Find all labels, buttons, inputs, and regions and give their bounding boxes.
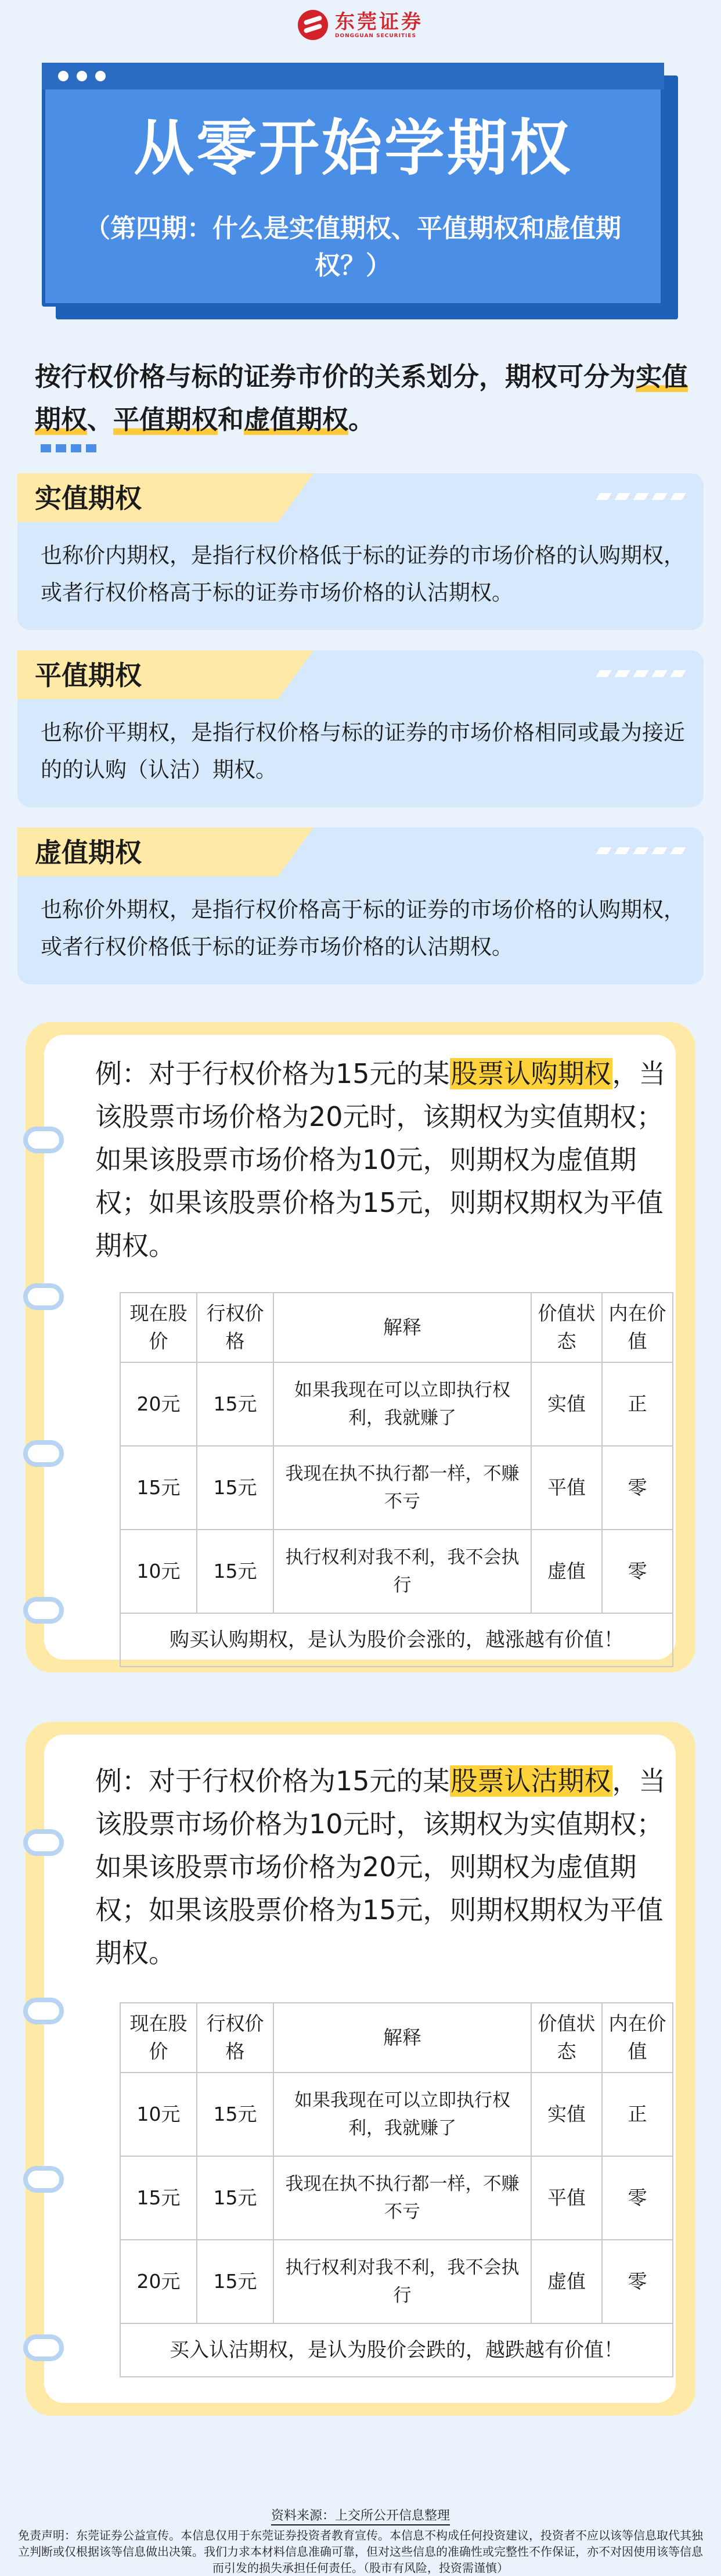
table-row — [120, 2240, 673, 2323]
table-cell: 15元 — [197, 2240, 273, 2323]
table-cell: 我现在执不执行都一样，不赚不亏 — [273, 2156, 531, 2240]
decorative-stripes — [598, 670, 684, 677]
stripe-icon — [633, 847, 649, 854]
intro-separator: 和 — [218, 404, 244, 435]
brand-text — [335, 11, 423, 39]
definition-card-at-the-money — [17, 650, 704, 807]
table-row — [120, 1530, 673, 1613]
column-header: 价值状态 — [531, 1293, 602, 1362]
table-cell: 平值 — [531, 1446, 602, 1530]
binder-ring-icon — [23, 1597, 64, 1624]
table-cell: 如果我现在可以立即执行权利，我就赚了 — [273, 1362, 531, 1446]
dot-icon — [71, 444, 81, 452]
dot-icon — [41, 444, 51, 452]
table-cell: 15元 — [197, 1530, 273, 1613]
keyword-in-the-money: 实值期权 — [35, 361, 688, 435]
table-row — [120, 1446, 673, 1530]
definition-card-in-the-money — [17, 473, 704, 630]
table-cell: 零 — [602, 2156, 673, 2240]
table-cell: 如果我现在可以立即执行权利，我就赚了 — [273, 2073, 531, 2156]
column-header: 行权价格 — [197, 2003, 273, 2073]
definition-body: 也称价外期权，是指行权价格高于标的证券的市场价格的认购期权，或者行权价格低于标的证券市场价格的认沽期权。 — [41, 897, 685, 959]
binder-ring-icon — [23, 1283, 64, 1310]
intro-separator: 、 — [87, 404, 114, 435]
table-cell: 实值 — [531, 1362, 602, 1446]
stripe-icon — [633, 493, 649, 500]
table-cell: 正 — [602, 2073, 673, 2156]
table-note-row — [120, 2323, 673, 2377]
table-cell: 15元 — [197, 2156, 273, 2240]
definition-title: 平值期权 — [35, 660, 142, 691]
column-header: 解释 — [273, 1293, 531, 1362]
dot-icon — [58, 71, 69, 81]
stripe-icon — [652, 670, 668, 677]
stripe-icon — [652, 493, 668, 500]
example-text-post: ，当该股票市场价格为20元时，该期权为实值期权；如果该股票市场价格为10元，则期权为虚值期权；如果该股票价格为15元，则期权期权为平值期权。 — [95, 1058, 666, 1261]
table-cell: 15元 — [197, 1446, 273, 1530]
keyword-at-the-money: 平值期权 — [113, 404, 218, 435]
example-highlight: 股票认购期权 — [450, 1058, 611, 1089]
table-cell: 零 — [602, 1446, 673, 1530]
table-note: 购买认购期权，是认为股价会涨的，越涨越有价值！ — [120, 1613, 673, 1667]
column-header: 内在价值 — [602, 2003, 673, 2073]
dongguan-securities-logo-icon — [298, 10, 328, 40]
stripe-icon — [652, 847, 668, 854]
table-cell: 执行权利对我不利，我不会执行 — [273, 1530, 531, 1613]
example-text — [95, 1760, 676, 1974]
brand-subtitle: DONGGUAN SECURITIES — [335, 33, 417, 39]
definition-title: 虚值期权 — [35, 837, 142, 868]
stripe-icon — [596, 847, 612, 854]
definition-body: 也称价平期权，是指行权价格与标的证券的市场价格相同或最为接近的的认购（认沽）期权。 — [41, 720, 685, 782]
page-subtitle: （第四期：什么是实值期权、平值期权和虚值期权？） — [85, 214, 621, 280]
stripe-icon — [615, 670, 630, 677]
table-cell: 我现在执不执行都一样，不赚不亏 — [273, 1446, 531, 1530]
table-cell: 虚值 — [531, 2240, 602, 2323]
column-header: 解释 — [273, 2003, 531, 2073]
decorative-dots — [41, 444, 96, 452]
dot-icon — [95, 71, 106, 81]
table-header-row — [120, 2003, 673, 2073]
intro-text: 按行权价格与标的证券市价的关系划分，期权可分为 — [35, 361, 636, 392]
table-cell: 20元 — [120, 1362, 197, 1446]
keyword-out-of-the-money: 虚值期权 — [244, 404, 349, 435]
table-cell: 20元 — [120, 2240, 197, 2323]
binder-ring-icon — [23, 1440, 64, 1467]
table-cell: 10元 — [120, 1530, 197, 1613]
table-cell: 10元 — [120, 2073, 197, 2156]
window-dots — [58, 71, 106, 81]
column-header: 现在股价 — [120, 1293, 197, 1362]
brand-name: 东莞证券 — [335, 10, 423, 34]
table-cell: 零 — [602, 1530, 673, 1613]
dot-icon — [77, 71, 87, 81]
example-text-pre: 例：对于行权价格为15元的某 — [95, 1765, 450, 1797]
stripe-icon — [596, 493, 612, 500]
table-cell: 15元 — [120, 2156, 197, 2240]
source-note — [0, 2506, 721, 2524]
disclaimer: 免责声明：东莞证券公益宣传。本信息仅用于东莞证券投资者教育宣传。本信息不构成任何投资建议，投资者不应以该等信息取代其独立判断或仅根据该等信息做出决策。我们力求本材料信息准确可靠，但对这些信息的准确性或完整性不作保证，亦不对因使用该等信息而引发的损失承担任何责任。（股市有风险，投资需谨慎） — [18, 2528, 703, 2575]
table-row — [120, 2156, 673, 2240]
binder-ring-icon — [23, 2166, 64, 2193]
dot-icon — [56, 444, 66, 452]
call-option-table — [120, 1292, 673, 1667]
put-option-table — [120, 2002, 673, 2377]
stripe-icon — [670, 493, 686, 500]
table-cell: 正 — [602, 1362, 673, 1446]
binder-ring-icon — [23, 1829, 64, 1856]
example-text-post: ，当该股票市场价格为10元时，该期权为实值期权；如果该股票市场价格为20元，则期权为虚值期权；如果该股票价格为15元，则期权期权为平值期权。 — [95, 1765, 666, 1969]
example-highlight: 股票认沽期权 — [450, 1765, 611, 1797]
page-title: 从零开始学期权 — [133, 113, 572, 184]
stripe-icon — [615, 493, 630, 500]
table-cell: 实值 — [531, 2073, 602, 2156]
stripe-icon — [670, 670, 686, 677]
binder-ring-icon — [23, 1998, 64, 2024]
example-text — [95, 1052, 676, 1267]
table-note-row — [120, 1613, 673, 1667]
dot-icon — [86, 444, 96, 452]
table-cell: 15元 — [120, 1446, 197, 1530]
intro-paragraph — [35, 355, 691, 441]
example-text-pre: 例：对于行权价格为15元的某 — [95, 1058, 450, 1089]
table-cell: 虚值 — [531, 1530, 602, 1613]
stripe-icon — [596, 670, 612, 677]
decorative-stripes — [598, 847, 684, 854]
stripe-icon — [670, 847, 686, 854]
binder-ring-icon — [23, 1127, 64, 1153]
table-cell: 15元 — [197, 1362, 273, 1446]
column-header: 行权价格 — [197, 1293, 273, 1362]
table-row — [120, 2073, 673, 2156]
binder-ring-icon — [23, 2334, 64, 2361]
table-cell: 零 — [602, 2240, 673, 2323]
title-panel-bar — [42, 63, 664, 89]
table-cell: 15元 — [197, 2073, 273, 2156]
decorative-stripes — [598, 493, 684, 500]
source-text: 资料来源：上交所公开信息整理 — [271, 2509, 450, 2525]
column-header: 现在股价 — [120, 2003, 197, 2073]
table-cell: 执行权利对我不利，我不会执行 — [273, 2240, 531, 2323]
table-row — [120, 1362, 673, 1446]
table-cell: 平值 — [531, 2156, 602, 2240]
column-header: 价值状态 — [531, 2003, 602, 2073]
stripe-icon — [615, 847, 630, 854]
table-header-row — [120, 1293, 673, 1362]
brand-header — [0, 5, 721, 45]
definition-card-out-of-the-money — [17, 828, 704, 984]
stripe-icon — [633, 670, 649, 677]
definition-title: 实值期权 — [35, 483, 142, 514]
intro-end: 。 — [348, 404, 375, 435]
table-note: 买入认沽期权，是认为股价会跌的，越跌越有价值！ — [120, 2323, 673, 2377]
definition-body: 也称价内期权，是指行权价格低于标的证券的市场价格的认购期权，或者行权价格高于标的证券市场价格的认沽期权。 — [41, 543, 685, 605]
column-header: 内在价值 — [602, 1293, 673, 1362]
